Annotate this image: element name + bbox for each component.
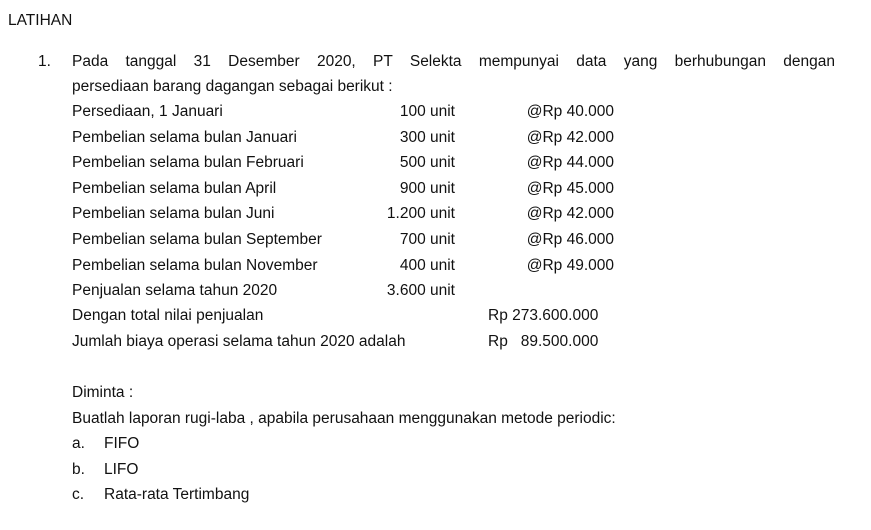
row-quantity: 500 unit <box>399 154 455 172</box>
row-label: Persediaan, 1 Januari <box>72 103 223 120</box>
row-label: Pembelian selama bulan Januari <box>72 128 297 146</box>
row-label: Penjualan selama tahun 2020 <box>72 282 278 300</box>
row-unit-price: @Rp 42.000 <box>526 205 614 223</box>
row-unit-price: @Rp 40.000 <box>526 103 614 120</box>
option-letter: b. <box>72 461 85 478</box>
row-label: Pembelian selama bulan Juni <box>72 205 275 223</box>
option-text: FIFO <box>104 435 140 452</box>
row-quantity: 700 unit <box>399 231 455 248</box>
row-label: Pembelian selama bulan April <box>72 179 277 197</box>
row-unit-price: @Rp 45.000 <box>526 179 614 197</box>
row-quantity: 100 unit <box>399 103 455 120</box>
question-intro-line-1: Pada tanggal 31 Desember 2020, PT Selekta mempunyai data yang berhubungan dengan <box>72 53 835 70</box>
option-letter: c. <box>72 486 85 503</box>
row-quantity: 1.200 unit <box>386 205 455 223</box>
row-quantity: 400 unit <box>399 256 455 274</box>
sales-total-value: Rp 273.600.000 <box>488 307 599 324</box>
question-number: 1. <box>38 53 51 70</box>
asked-label: Diminta : <box>72 384 134 401</box>
sales-total-label: Dengan total nilai penjualan <box>72 307 264 324</box>
row-label: Pembelian selama bulan September <box>72 231 322 248</box>
opex-value: Rp 89.500.000 <box>488 333 599 350</box>
option-text: LIFO <box>104 461 139 478</box>
row-unit-price: @Rp 46.000 <box>526 231 614 248</box>
instruction-text: Buatlah laporan rugi-laba , apabila perusahaan menggunakan metode periodic: <box>72 410 616 427</box>
row-unit-price: @Rp 44.000 <box>526 154 614 172</box>
question-intro-line-2: persediaan barang dagangan sebagai berikut : <box>72 78 393 95</box>
row-quantity: 300 unit <box>399 128 455 146</box>
row-label: Pembelian selama bulan November <box>72 256 318 274</box>
row-quantity: 900 unit <box>399 179 455 197</box>
option-text: Rata-rata Tertimbang <box>104 486 250 503</box>
row-unit-price: @Rp 49.000 <box>526 256 614 274</box>
option-letter: a. <box>72 435 85 452</box>
document-title: LATIHAN <box>8 12 73 29</box>
row-label: Pembelian selama bulan Februari <box>72 154 304 172</box>
opex-label: Jumlah biaya operasi selama tahun 2020 adalah <box>72 333 406 350</box>
row-unit-price: @Rp 42.000 <box>526 128 614 146</box>
row-quantity: 3.600 unit <box>386 282 455 300</box>
